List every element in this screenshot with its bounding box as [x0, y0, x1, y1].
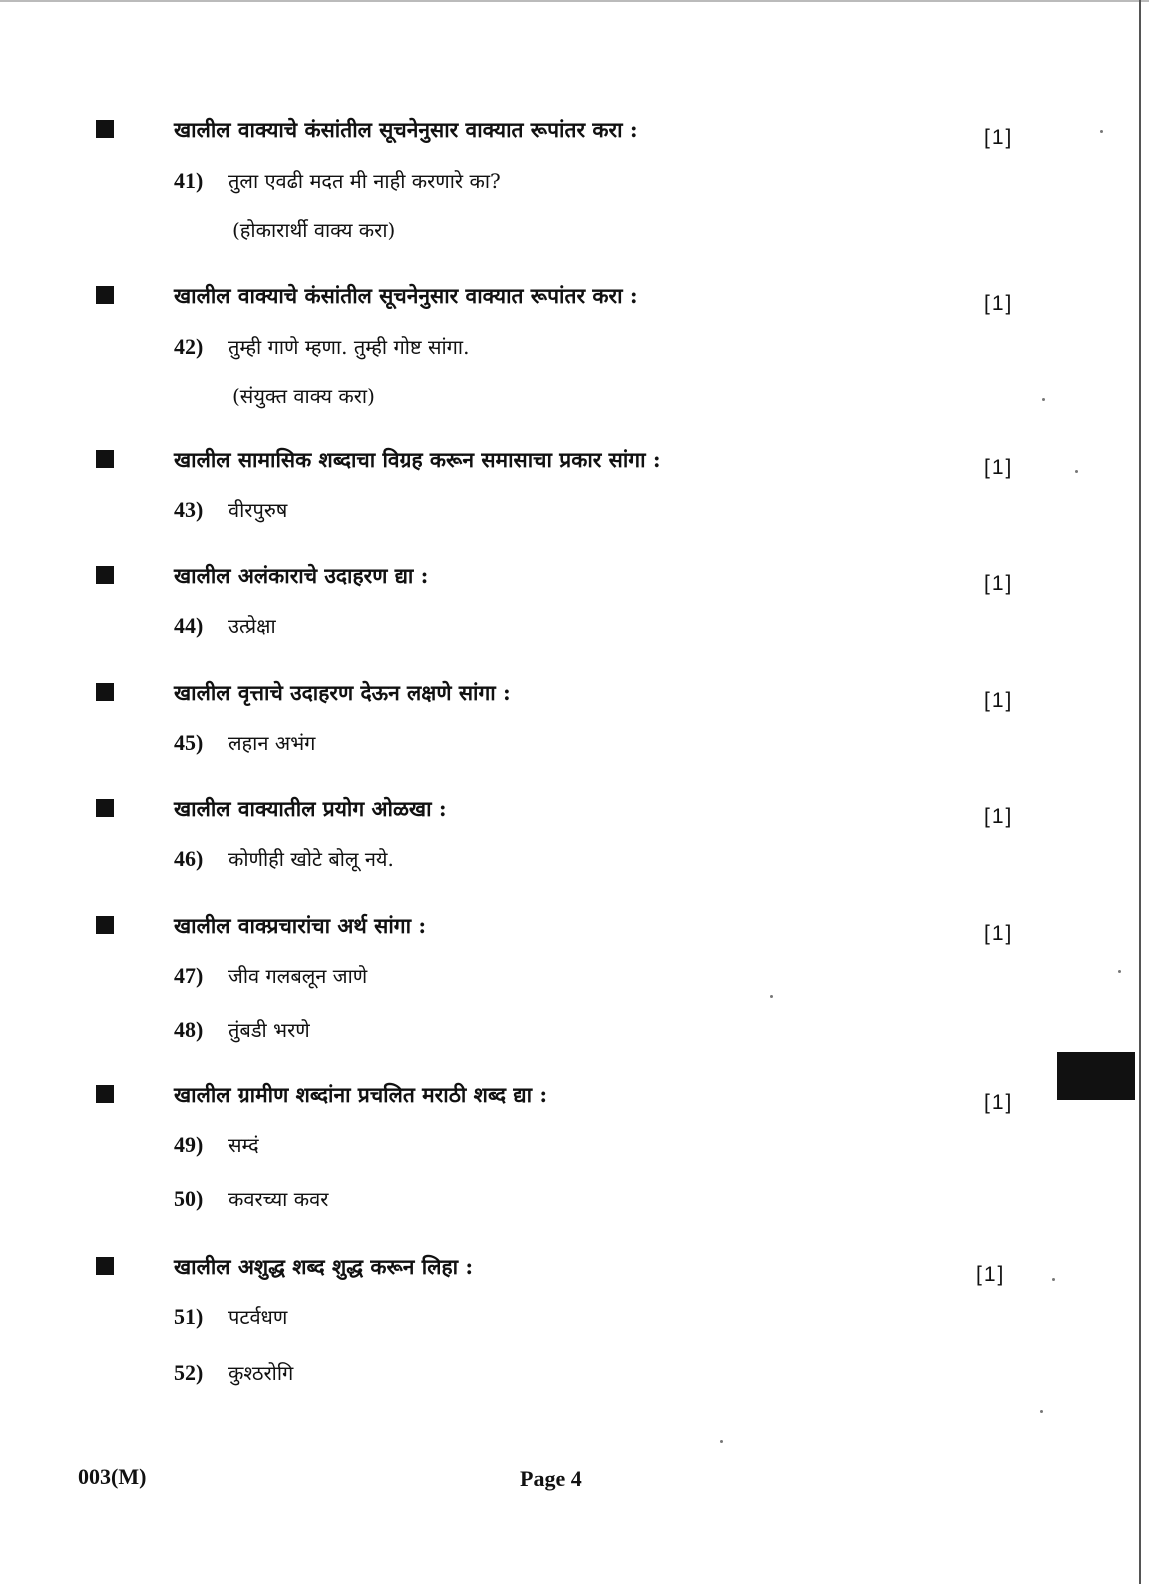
section-instruction: खालील अशुद्ध शब्द शुद्ध करून लिहा : [174, 1254, 474, 1279]
square-bullet-icon [96, 286, 114, 304]
question-text: पटर्वधण [228, 1305, 288, 1329]
question-note: (होकारार्थी वाक्य करा) [232, 218, 396, 242]
question-text: तुम्ही गाणे म्हणा. तुम्ही गोष्ट सांगा. [228, 335, 470, 359]
scan-speck [1100, 130, 1103, 133]
section-instruction: खालील ग्रामीण शब्दांना प्रचलित मराठी शब्द द्या : [174, 1082, 548, 1107]
paper-code: 003(M) [78, 1464, 147, 1489]
question-50 [174, 1185, 328, 1212]
question-text: कवरच्या कवर [228, 1187, 329, 1211]
question-number: 51) [174, 1304, 204, 1329]
question-number: 47) [174, 963, 204, 988]
square-bullet-icon [96, 683, 114, 701]
question-text: लहान अभंग [228, 731, 316, 755]
section-instruction: खालील वाक्प्रचारांचा अर्थ सांगा : [174, 913, 427, 938]
question-51 [174, 1303, 287, 1330]
question-47 [174, 962, 367, 989]
scan-speck [1040, 1410, 1043, 1413]
question-text: तुंबडी भरणे [228, 1018, 310, 1042]
section-instruction: खालील वाक्यातील प्रयोग ओळखा : [174, 796, 447, 821]
question-number: 46) [174, 846, 204, 871]
scan-black-mark [1057, 1052, 1135, 1100]
question-number: 49) [174, 1132, 204, 1157]
square-bullet-icon [96, 916, 114, 934]
question-48 [174, 1016, 310, 1043]
question-text: तुला एवढी मदत मी नाही करणारे का? [228, 169, 501, 193]
marks-label: [1] [984, 292, 1014, 315]
scan-speck [770, 995, 773, 998]
section-instruction: खालील वाक्याचे कंसांतील सूचनेनुसार वाक्यात रूपांतर करा : [174, 283, 638, 308]
question-52 [174, 1359, 293, 1386]
question-text: सम्दं [228, 1133, 259, 1157]
question-44 [174, 612, 276, 639]
marks-label: [1] [984, 456, 1014, 479]
question-number: 42) [174, 334, 204, 359]
question-45 [174, 729, 315, 756]
page-number: Page 4 [520, 1466, 582, 1491]
question-note: (संयुक्त वाक्य करा) [232, 384, 375, 408]
marks-label: [1] [984, 1091, 1014, 1114]
question-41 [174, 167, 501, 194]
section-instruction: खालील सामासिक शब्दाचा विग्रह करून समासाचा प्रकार सांगा : [174, 447, 661, 472]
scan-speck [1052, 1278, 1055, 1281]
scan-speck [1118, 970, 1121, 973]
marks-label: [1] [984, 572, 1014, 595]
scan-edge-right [1139, 0, 1141, 1584]
question-43 [174, 496, 287, 523]
question-number: 48) [174, 1017, 204, 1042]
question-number: 43) [174, 497, 204, 522]
question-text: जीव गलबलून जाणे [228, 964, 368, 988]
section-instruction: खालील अलंकाराचे उदाहरण द्या : [174, 563, 429, 588]
question-49 [174, 1131, 259, 1158]
question-number: 52) [174, 1360, 204, 1385]
square-bullet-icon [96, 120, 114, 138]
question-text: उत्प्रेक्षा [228, 614, 276, 638]
question-42 [174, 333, 469, 360]
square-bullet-icon [96, 1085, 114, 1103]
question-text: वीरपुरुष [228, 498, 288, 522]
question-46 [174, 845, 394, 872]
scan-speck [1075, 470, 1078, 473]
marks-label: [1] [984, 126, 1014, 149]
question-number: 44) [174, 613, 204, 638]
marks-label: [1] [984, 922, 1014, 945]
section-instruction: खालील वृत्ताचे उदाहरण देऊन लक्षणे सांगा : [174, 680, 511, 705]
question-number: 41) [174, 168, 204, 193]
scan-speck [720, 1440, 723, 1443]
question-text: कुश्ठरोगि [228, 1361, 294, 1385]
section-instruction: खालील वाक्याचे कंसांतील सूचनेनुसार वाक्यात रूपांतर करा : [174, 117, 638, 142]
square-bullet-icon [96, 566, 114, 584]
question-number: 50) [174, 1186, 204, 1211]
square-bullet-icon [96, 799, 114, 817]
marks-label: [1] [976, 1263, 1006, 1286]
question-number: 45) [174, 730, 204, 755]
question-text: कोणीही खोटे बोलू नये. [228, 847, 394, 871]
scan-edge-top [0, 0, 1149, 2]
scan-speck [1042, 398, 1045, 401]
marks-label: [1] [984, 689, 1014, 712]
square-bullet-icon [96, 450, 114, 468]
marks-label: [1] [984, 805, 1014, 828]
square-bullet-icon [96, 1257, 114, 1275]
